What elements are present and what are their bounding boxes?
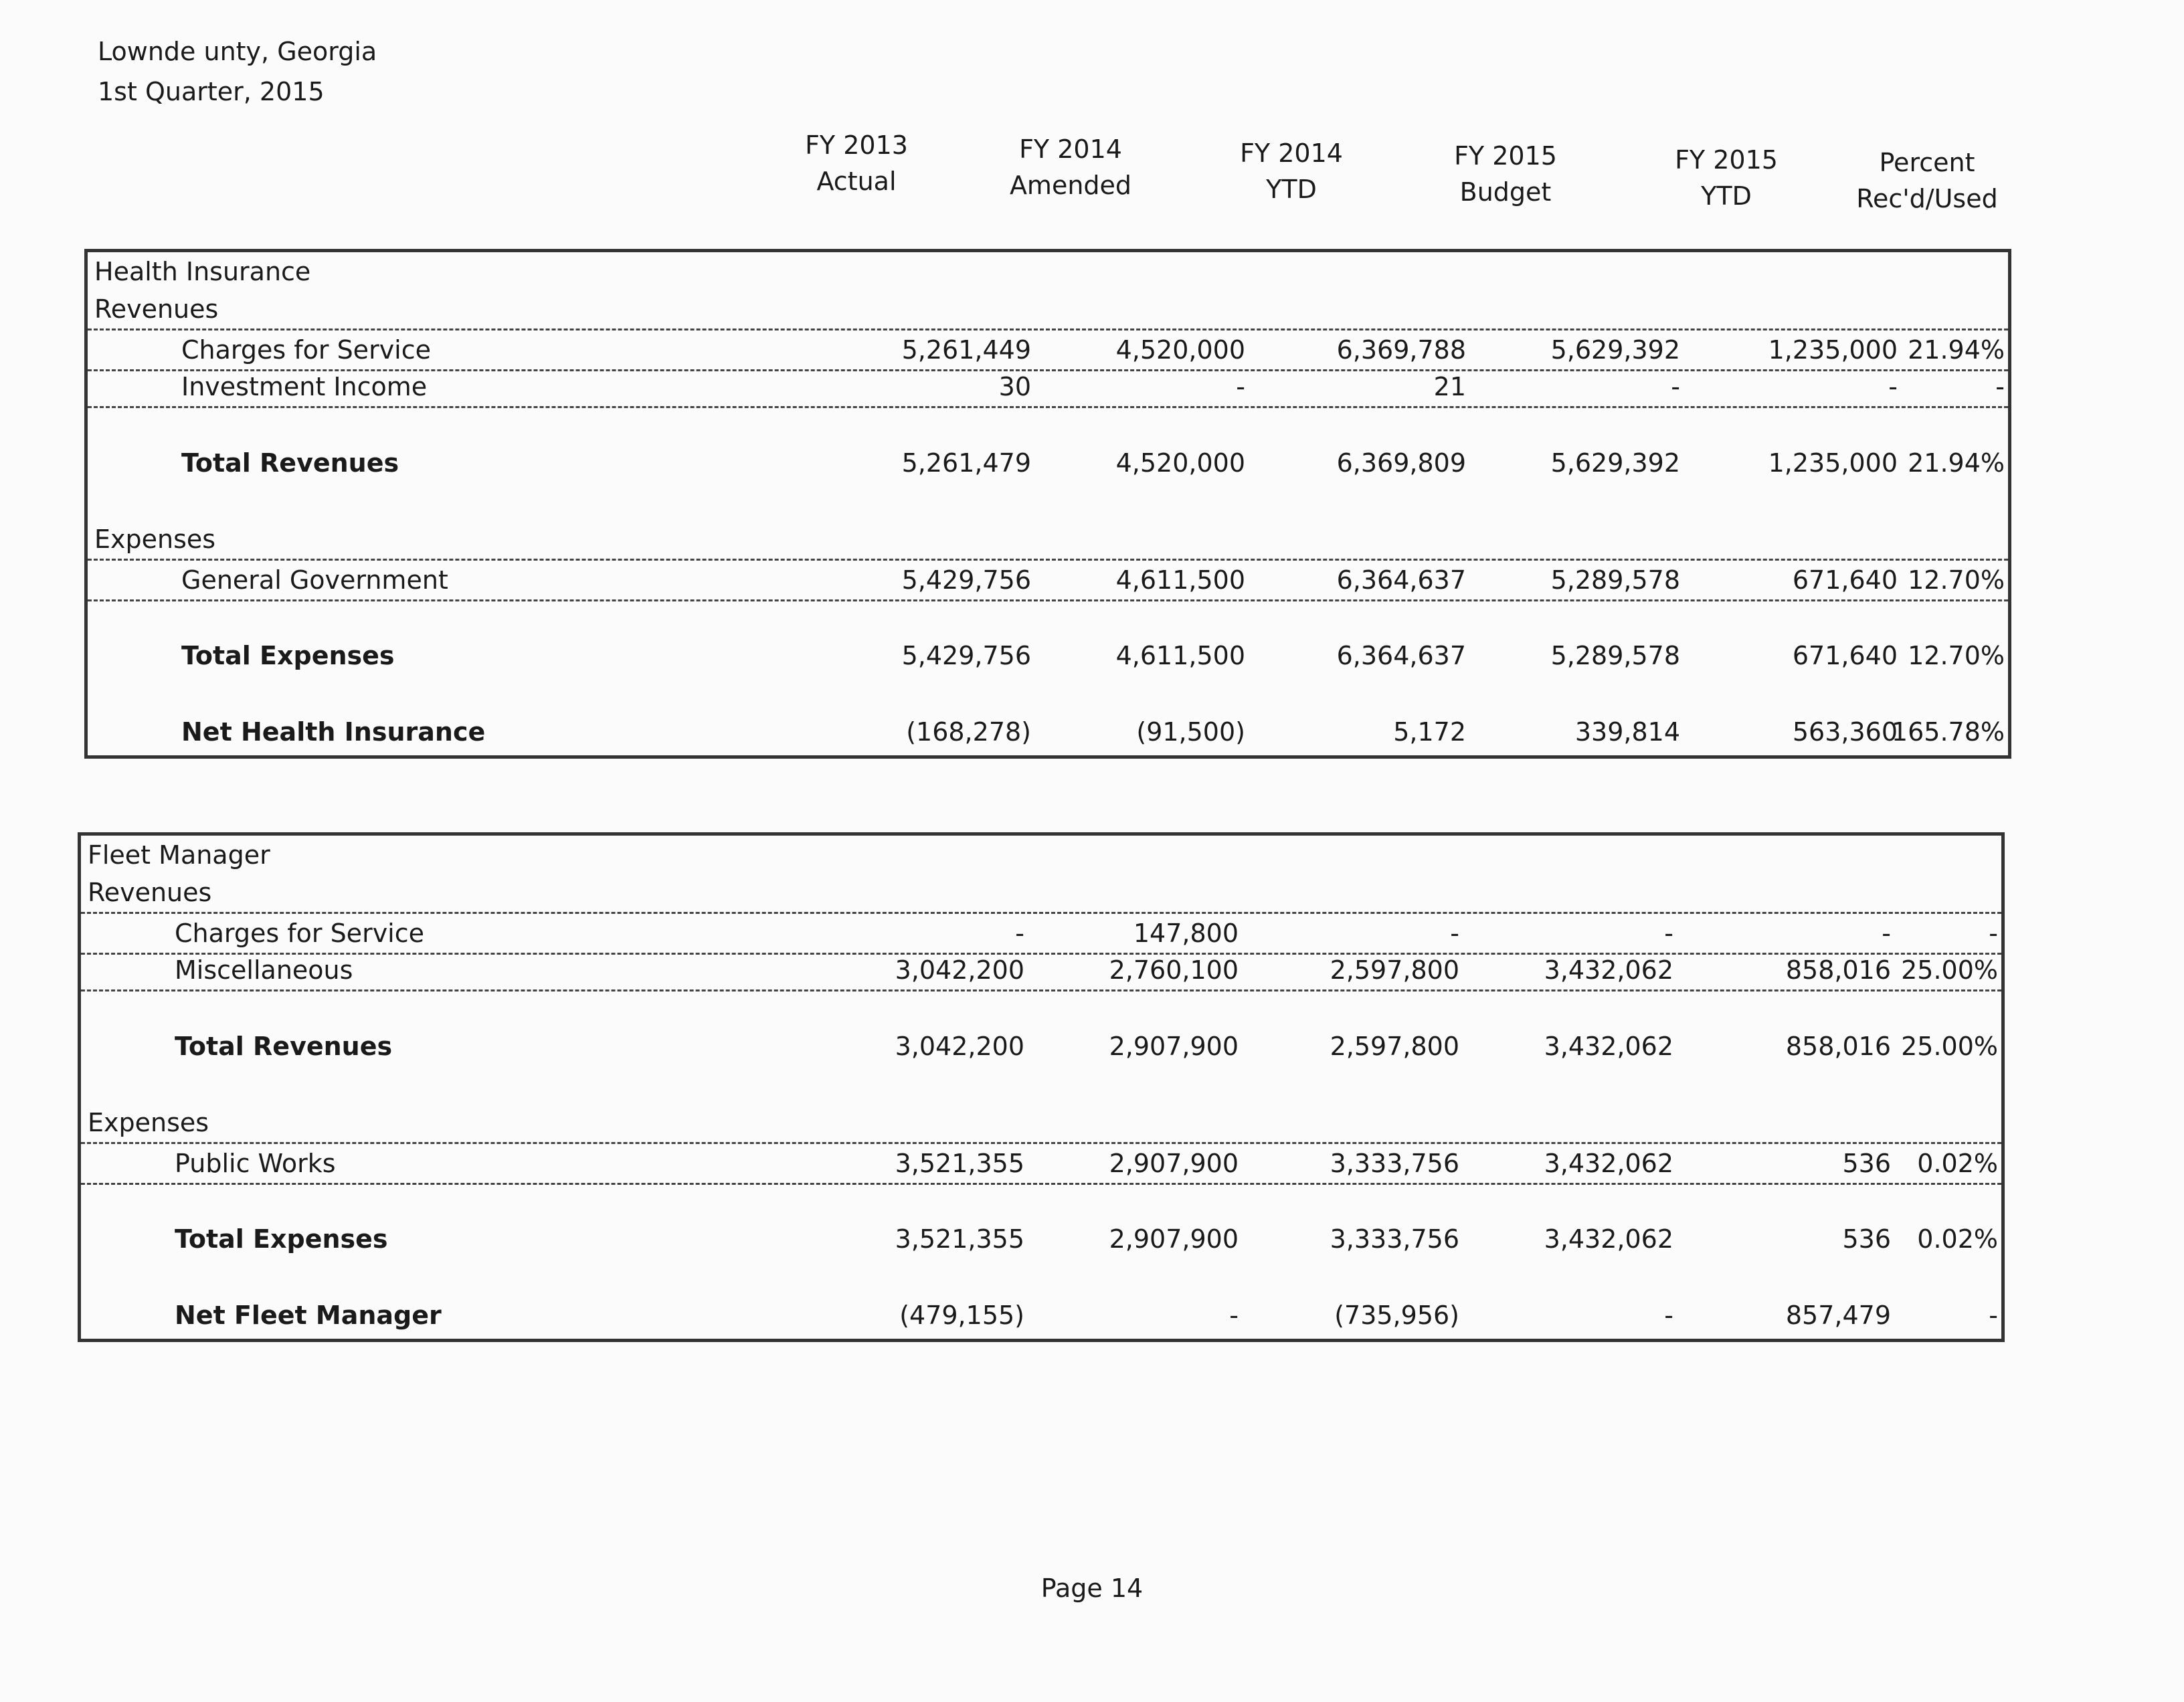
cell: 25.00% xyxy=(1901,1032,1998,1061)
cell: 2,597,800 xyxy=(1330,1032,1459,1061)
cell: 2,907,900 xyxy=(1109,1032,1239,1061)
col-header-fy2015-budget: FY 2015 Budget xyxy=(1454,141,1557,207)
row-label: Public Works xyxy=(175,1149,336,1178)
cell: - xyxy=(1989,1301,1998,1330)
total-row xyxy=(88,444,2008,482)
total-row xyxy=(81,1027,2001,1066)
cell: - xyxy=(1229,1301,1239,1330)
table-row xyxy=(81,951,2001,991)
cell: 3,333,756 xyxy=(1330,1149,1459,1178)
cell: 0.02% xyxy=(1917,1224,1998,1254)
cell: 5,629,392 xyxy=(1550,335,1680,365)
cell: 3,521,355 xyxy=(895,1149,1024,1178)
cell: 3,333,756 xyxy=(1330,1224,1459,1254)
page-number: Page 14 xyxy=(1040,1574,1144,1603)
col-header-fy2014-amended: FY 2014 Amended xyxy=(1009,134,1132,200)
group-label: Revenues xyxy=(94,294,219,324)
cell: 5,429,756 xyxy=(901,641,1031,670)
cell: 5,429,756 xyxy=(901,565,1031,595)
cell: 536 xyxy=(1842,1149,1891,1178)
cell: 6,369,788 xyxy=(1336,335,1466,365)
group-label: Revenues xyxy=(88,878,212,907)
cell: 12.70% xyxy=(1908,565,2005,595)
cell: 147,800 xyxy=(1133,919,1239,948)
county-title: Lownde unty, Georgia xyxy=(98,37,377,66)
row-label: Net Health Insurance xyxy=(181,717,486,747)
cell: - xyxy=(1664,1301,1673,1330)
cell: 5,172 xyxy=(1393,717,1466,747)
table-row xyxy=(81,1142,2001,1185)
group-label: Expenses xyxy=(88,1108,209,1137)
health-expenses-header xyxy=(88,520,2008,559)
cell: 858,016 xyxy=(1785,955,1891,985)
cell: 5,289,578 xyxy=(1550,565,1680,595)
cell: - xyxy=(1989,919,1998,948)
cell: 2,760,100 xyxy=(1109,955,1239,985)
cell: 4,611,500 xyxy=(1115,641,1245,670)
fleet-revenues-header xyxy=(81,873,2001,912)
cell: 21.94% xyxy=(1908,335,2005,365)
cell: 3,042,200 xyxy=(895,955,1024,985)
row-label: Investment Income xyxy=(181,372,428,401)
col-header-percent: Percent Rec'd/Used xyxy=(1856,148,1998,213)
health-title-row xyxy=(88,252,2008,291)
cell: 5,289,578 xyxy=(1550,641,1680,670)
table-row xyxy=(81,912,2001,955)
health-revenues-header xyxy=(88,290,2008,328)
cell: (168,278) xyxy=(906,717,1031,747)
cell: - xyxy=(1882,919,1891,948)
cell: 4,611,500 xyxy=(1115,565,1245,595)
cell: - xyxy=(1664,919,1673,948)
col-header-fy2015-ytd: FY 2015 YTD xyxy=(1675,145,1778,211)
cell: 21 xyxy=(1433,372,1466,401)
cell: (735,956) xyxy=(1334,1301,1459,1330)
cell: 30 xyxy=(998,372,1031,401)
row-label: Charges for Service xyxy=(181,335,432,365)
fleet-title-row xyxy=(81,836,2001,874)
cell: 671,640 xyxy=(1792,565,1898,595)
cell: 3,432,062 xyxy=(1544,1224,1673,1254)
cell: 2,597,800 xyxy=(1330,955,1459,985)
net-row xyxy=(88,713,2008,751)
row-label: General Government xyxy=(181,565,448,595)
row-label: Miscellaneous xyxy=(175,955,353,985)
cell: 2,907,900 xyxy=(1109,1149,1239,1178)
row-label: Net Fleet Manager xyxy=(175,1301,442,1330)
cell: 4,520,000 xyxy=(1115,335,1245,365)
cell: 671,640 xyxy=(1792,641,1898,670)
cell: 563,360 xyxy=(1792,717,1898,747)
group-label: Expenses xyxy=(94,525,216,554)
period-title: 1st Quarter, 2015 xyxy=(98,77,325,106)
cell: 1,235,000 xyxy=(1768,335,1898,365)
cell: - xyxy=(1015,919,1024,948)
cell: 536 xyxy=(1842,1224,1891,1254)
cell: 165.78% xyxy=(1891,717,2005,747)
cell: 2,907,900 xyxy=(1109,1224,1239,1254)
section-title: Fleet Manager xyxy=(88,840,270,870)
cell: - xyxy=(1236,372,1245,401)
row-label: Total Expenses xyxy=(175,1224,388,1254)
row-label: Total Revenues xyxy=(181,448,399,478)
cell: 5,261,479 xyxy=(901,448,1031,478)
cell: (479,155) xyxy=(899,1301,1024,1330)
cell: 858,016 xyxy=(1785,1032,1891,1061)
table-row xyxy=(88,367,2008,408)
cell: - xyxy=(1888,372,1898,401)
cell: 3,432,062 xyxy=(1544,1032,1673,1061)
cell: (91,500) xyxy=(1136,717,1245,747)
cell: 3,521,355 xyxy=(895,1224,1024,1254)
row-label: Charges for Service xyxy=(175,919,425,948)
total-row xyxy=(88,636,2008,675)
cell: 1,235,000 xyxy=(1768,448,1898,478)
fleet-manager-section xyxy=(78,832,2005,1342)
cell: 5,261,449 xyxy=(901,335,1031,365)
cell: 3,432,062 xyxy=(1544,955,1673,985)
cell: 25.00% xyxy=(1901,955,1998,985)
cell: 4,520,000 xyxy=(1115,448,1245,478)
cell: - xyxy=(1450,919,1459,948)
table-row xyxy=(88,559,2008,601)
cell: 21.94% xyxy=(1908,448,2005,478)
cell: 3,042,200 xyxy=(895,1032,1024,1061)
cell: 6,369,809 xyxy=(1336,448,1466,478)
health-insurance-section xyxy=(84,249,2011,759)
cell: 3,432,062 xyxy=(1544,1149,1673,1178)
cell: - xyxy=(1671,372,1680,401)
cell: 6,364,637 xyxy=(1336,641,1466,670)
table-row xyxy=(88,328,2008,371)
cell: 5,629,392 xyxy=(1550,448,1680,478)
cell: 339,814 xyxy=(1574,717,1680,747)
cell: - xyxy=(1995,372,2005,401)
cell: 6,364,637 xyxy=(1336,565,1466,595)
row-label: Total Revenues xyxy=(175,1032,393,1061)
net-row xyxy=(81,1296,2001,1335)
section-title: Health Insurance xyxy=(94,257,311,286)
total-row xyxy=(81,1220,2001,1258)
fleet-expenses-header xyxy=(81,1103,2001,1142)
col-header-fy2014-ytd: FY 2014 YTD xyxy=(1240,138,1343,204)
col-header-fy2013-actual: FY 2013 Actual xyxy=(805,130,908,196)
row-label: Total Expenses xyxy=(181,641,395,670)
cell: 0.02% xyxy=(1917,1149,1998,1178)
cell: 12.70% xyxy=(1908,641,2005,670)
cell: 857,479 xyxy=(1785,1301,1891,1330)
